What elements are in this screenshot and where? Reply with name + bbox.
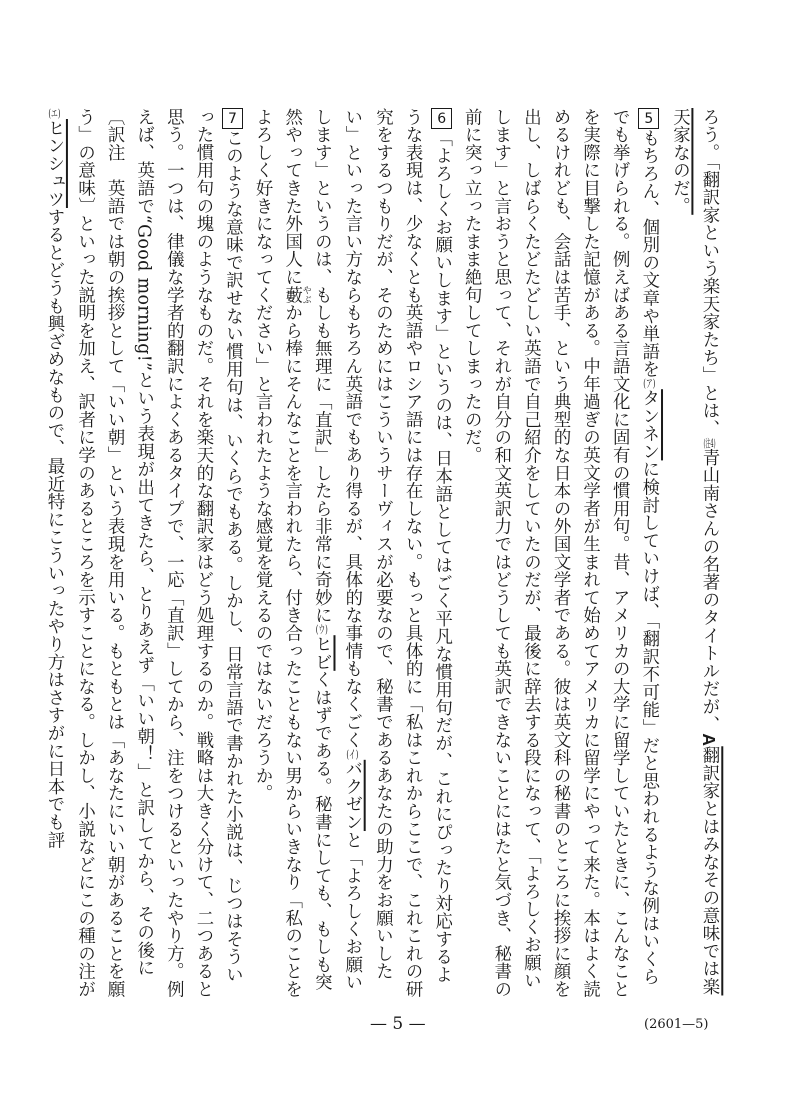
underlined-phrase: ヒンシュツ bbox=[43, 119, 64, 208]
body-text: に検討していけば、「翻訳不可能」だと思われるような例はいくらでも挙げられる。例えばある言語文化に固有の慣用句。昔、アメリカの大学に留学していたときに、こんなことを実際に目撃した記憶がある。中年過ぎの英文学者が生まれて始めてアメリカに留学にやって来た。本はよく読めるけれども、会話は苦手、という典型的な日本の外国文学者である。彼は英文科の秘書のところに挨拶に顔を出し、しばらくたどたどしい英語で自己紹介をしていたのだが、最後に辞去する段になって、「よろしくお願いします」と言おうと思って、それが自分の和文英訳力ではどうしても英訳できないことにはたと気づき、秘書の前に突っ立ったまま絶句してしまったのだ。 bbox=[461, 108, 659, 998]
annotation-label: (注4) bbox=[703, 437, 716, 449]
page-code: (2601—5) bbox=[644, 1017, 709, 1032]
body-text: 「よろしくお願いします」というのは、日本語としてはごく平凡な慣用句だが、これにぴったり対応するような表現は、少なくとも英語やロシア語には存在しない。もっと具体的に「私はこれからここで、これこれの研究をするつもりだが、そのためにはこういうサーヴィスが必要なので、秘書であるあなたの助力をお願いしたい」といった言い方ならもちろん英語でもあり得るが、具体的な事情もなくごく bbox=[341, 108, 452, 998]
annotation-label: (ア) bbox=[643, 378, 656, 390]
paragraph bbox=[664, 108, 724, 998]
paragraph bbox=[38, 108, 246, 998]
underlined-phrase: バクゼン bbox=[341, 759, 362, 832]
underlined-phrase: ヒビ bbox=[311, 635, 332, 671]
vertical-text-block bbox=[43, 108, 724, 999]
paragraph bbox=[456, 108, 664, 998]
paragraph-number: 5 bbox=[638, 108, 659, 129]
body-text: 青山南さんの名著のタイトルだが、 bbox=[699, 448, 719, 734]
body-text: と「よろしくお願いします」というのは、もしも無理に「直訳」したら非常に奇妙に bbox=[311, 108, 362, 992]
annotation-label: (イ) bbox=[346, 748, 359, 760]
underlined-phrase: 翻訳家とはみなその意味では楽天家なのだ。 bbox=[669, 108, 719, 996]
paragraph bbox=[247, 108, 456, 998]
question-marker: A bbox=[699, 733, 719, 747]
annotation-label: (ウ) bbox=[315, 624, 328, 636]
ruby-annotated-word bbox=[281, 285, 311, 305]
ruby-base: 藪 bbox=[281, 285, 302, 305]
underlined-phrase: タンネン bbox=[638, 389, 659, 461]
paragraph-number: 7 bbox=[222, 108, 243, 129]
body-text: くはずである。秘書にしても、もしも突然やってきた外国人に bbox=[281, 108, 332, 992]
body-text: ろう。「翻訳家という楽天家たち」とは、 bbox=[699, 108, 719, 438]
body-text: このような意味で訳せない慣用句は、いくらでもある。しかし、日常言語で書かれた小説は、じつはそういった慣用句の塊のようなものだ。それを楽天的な翻訳家はどう処理するのか。戦略は大きく分けて、二つあると思う。一つは、律儀な学者的翻訳によくあるタイプで、一応「直訳」してから、注をつけるといったやり方。例えば、英語で“Good morning!”という表現が出てきたら、とりあえず「いい朝！」と訳してから、その後に〔訳注 英語では朝の挨拶として「いい朝」という表現を用いる。もともとは「あなたにいい朝があることを願う」の意味〕といった説明を加え、訳者に学のあるところを示すことになる。しかし、小説などにこの種の注が bbox=[74, 108, 243, 998]
paragraph-number: 6 bbox=[431, 108, 452, 129]
annotation-label: (エ) bbox=[48, 108, 61, 119]
body-text: もちろん、個別の文章や単語を bbox=[638, 129, 659, 379]
ruby-reading: やぶ bbox=[300, 285, 311, 305]
page-number: — 5 — bbox=[370, 1014, 426, 1034]
body-text: するとどうも興ざめなもので、最近特にこういったやり方はさすがに日本でも評 bbox=[43, 208, 64, 849]
body-text: から棒にそんなことを言われたら、付き合ったこともない男からいきなり「私のことをよろしく好きになってください」と言われたような感覚を覚えるのではないだろうか。 bbox=[252, 108, 302, 999]
